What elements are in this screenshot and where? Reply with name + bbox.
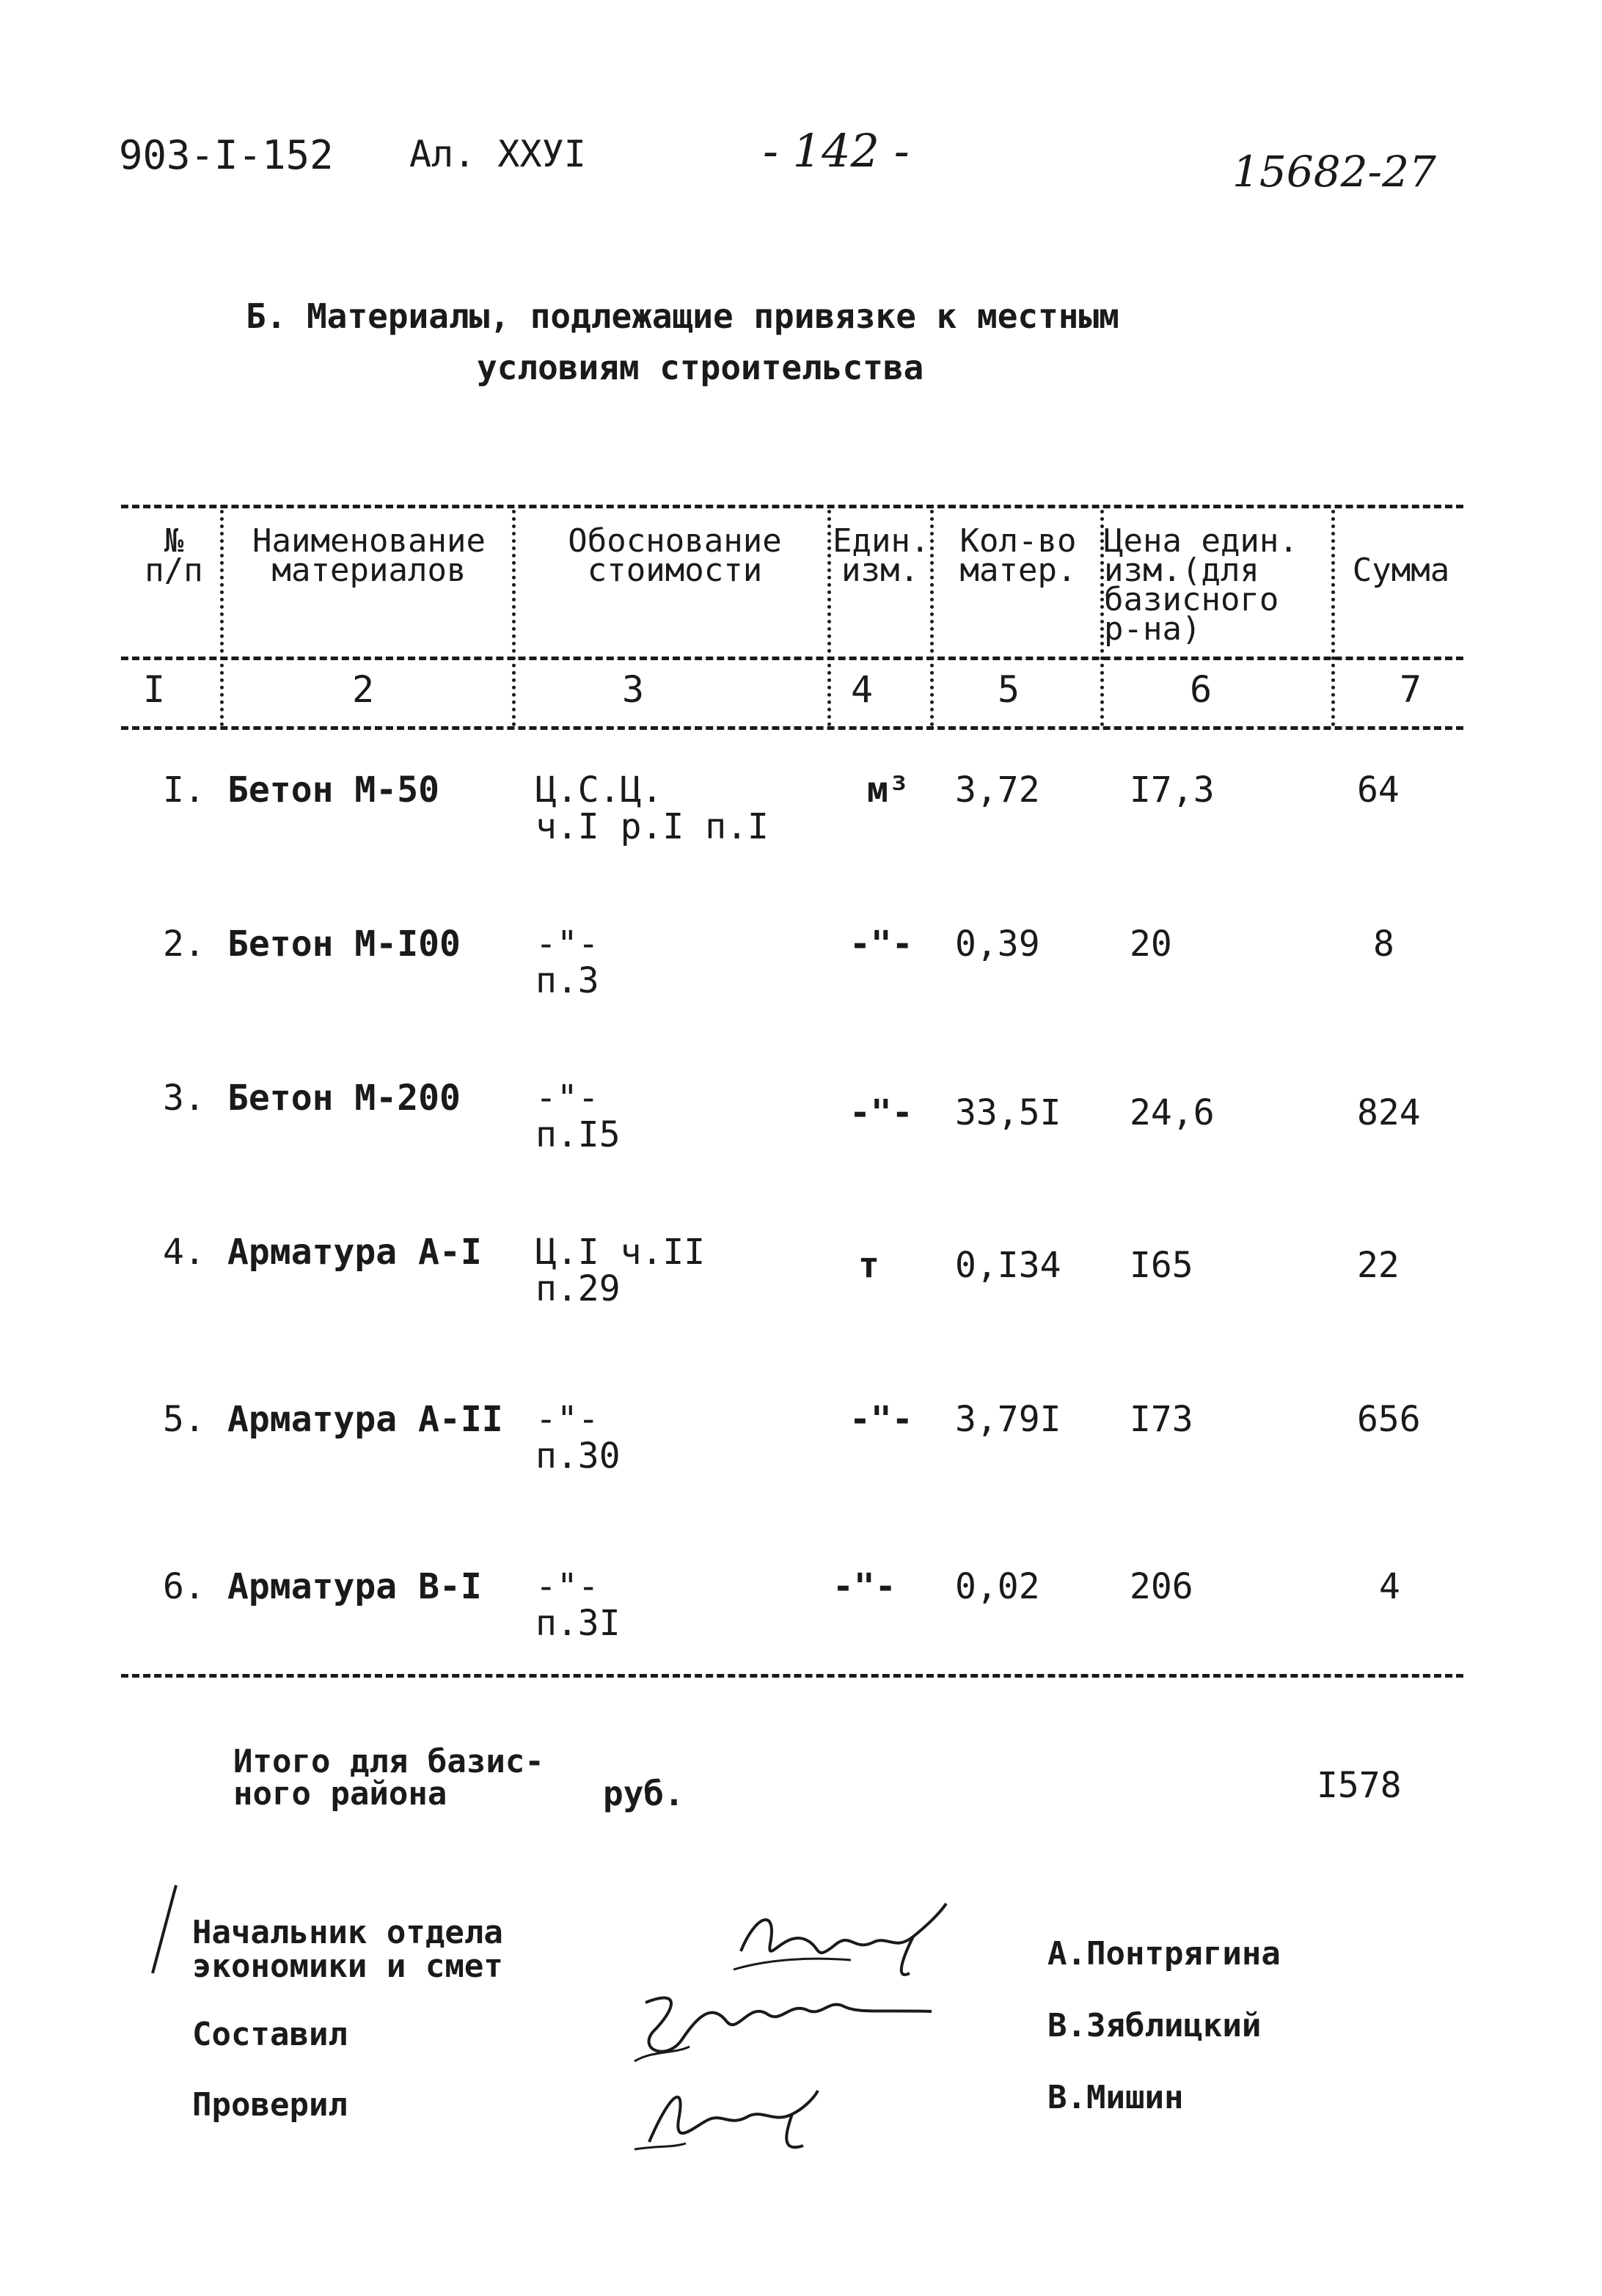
row-number: 6. [163, 1566, 205, 1607]
signature-checked [627, 2076, 840, 2157]
material-name: Арматура А-II [227, 1399, 503, 1440]
column-separator [220, 510, 224, 726]
section-title-line-2: условиям строительства [477, 348, 924, 387]
signature-compiled [623, 1981, 939, 2076]
sum: 4 [1379, 1566, 1400, 1607]
cost-basis: -"- п.3 [535, 924, 599, 1001]
column-header-quantity: Кол-во матер. [959, 522, 1077, 589]
margin-mark [147, 1882, 183, 1977]
quantity: 33,5I [955, 1092, 1061, 1133]
unit-price: 206 [1130, 1566, 1193, 1607]
material-name: Бетон М-I00 [227, 924, 461, 965]
quantity: 0,39 [955, 924, 1040, 965]
cost-basis: Ц.С.Ц. ч.I р.I п.I [535, 769, 769, 847]
column-number: 6 [1190, 668, 1213, 711]
column-header-number: № п/п [145, 522, 203, 589]
table-top-rule [121, 505, 1463, 508]
total-unit: руб. [603, 1774, 684, 1813]
column-header-unit-price: Цена един. изм.(для базисного р-на) [1104, 522, 1298, 648]
quantity: 0,I34 [955, 1245, 1061, 1286]
cost-basis: -"- п.30 [535, 1399, 621, 1477]
column-number: 7 [1400, 668, 1422, 711]
unit: -"- [849, 1092, 913, 1133]
row-number: 2. [163, 924, 205, 965]
row-number: 5. [163, 1399, 205, 1440]
column-header-unit: Един. изм. [833, 522, 930, 589]
role-head-of-department: Начальник отдела экономики и смет [192, 1914, 503, 1985]
column-header-basis: Обоснование стоимости [568, 522, 782, 589]
document-number: 15682-27 [1232, 147, 1436, 197]
total-label: Итого для базис- ного района [233, 1743, 544, 1813]
material-name: Арматура А-I [227, 1232, 482, 1273]
unit-price: I73 [1130, 1399, 1193, 1440]
unit-price: I65 [1130, 1245, 1193, 1286]
column-number: 5 [998, 668, 1020, 711]
unit: -"- [849, 1399, 913, 1440]
section-title-line-1: Б. Материалы, подлежащие привязке к местным [246, 296, 1119, 336]
role-compiled-by: Составил [192, 2016, 348, 2053]
unit: м³ [867, 769, 910, 811]
column-number: 3 [622, 668, 645, 711]
column-separator [1331, 510, 1335, 726]
unit: т [858, 1245, 879, 1286]
signature-head [726, 1900, 976, 1988]
quantity: 3,79I [955, 1399, 1061, 1440]
quantity: 3,72 [955, 769, 1040, 811]
page-number: - 142 - [763, 124, 910, 178]
table-bottom-rule [121, 1674, 1463, 1678]
column-header-sum: Сумма [1352, 552, 1450, 589]
name-checked: В.Мишин [1047, 2079, 1184, 2116]
material-name: Бетон М-50 [227, 769, 439, 811]
sum: 656 [1357, 1399, 1421, 1440]
cost-basis: Ц.I ч.II п.29 [535, 1232, 706, 1309]
column-header-name: Наименование материалов [252, 522, 486, 589]
project-code: 903-I-152 [119, 132, 334, 178]
column-number: I [143, 668, 166, 711]
quantity: 0,02 [955, 1566, 1040, 1607]
row-number: 4. [163, 1232, 205, 1273]
name-compiled: В.Зяблицкий [1047, 2007, 1262, 2044]
cost-basis: -"- п.I5 [535, 1078, 621, 1155]
unit-price: I7,3 [1130, 769, 1215, 811]
total-value: I578 [1317, 1765, 1402, 1806]
name-head: А.Понтрягина [1047, 1935, 1281, 1973]
role-checked-by: Проверил [192, 2086, 348, 2124]
table-numbers-rule [121, 726, 1463, 730]
column-separator [827, 510, 831, 726]
column-separator [930, 510, 934, 726]
unit-price: 20 [1130, 924, 1172, 965]
material-name: Арматура В-I [227, 1566, 482, 1607]
column-separator [512, 510, 516, 726]
column-number: 2 [352, 668, 375, 711]
row-number: 3. [163, 1078, 205, 1119]
unit: -"- [849, 924, 913, 965]
row-number: I. [163, 769, 205, 811]
sum: 22 [1357, 1245, 1400, 1286]
column-number: 4 [851, 668, 874, 711]
album-number: Ал. XXУI [409, 133, 586, 175]
unit-price: 24,6 [1130, 1092, 1215, 1133]
sum: 824 [1357, 1092, 1421, 1133]
table-header-rule [121, 657, 1463, 660]
sum: 8 [1373, 924, 1394, 965]
sum: 64 [1357, 769, 1400, 811]
unit: -"- [833, 1566, 896, 1607]
material-name: Бетон М-200 [227, 1078, 461, 1119]
cost-basis: -"- п.3I [535, 1566, 621, 1644]
